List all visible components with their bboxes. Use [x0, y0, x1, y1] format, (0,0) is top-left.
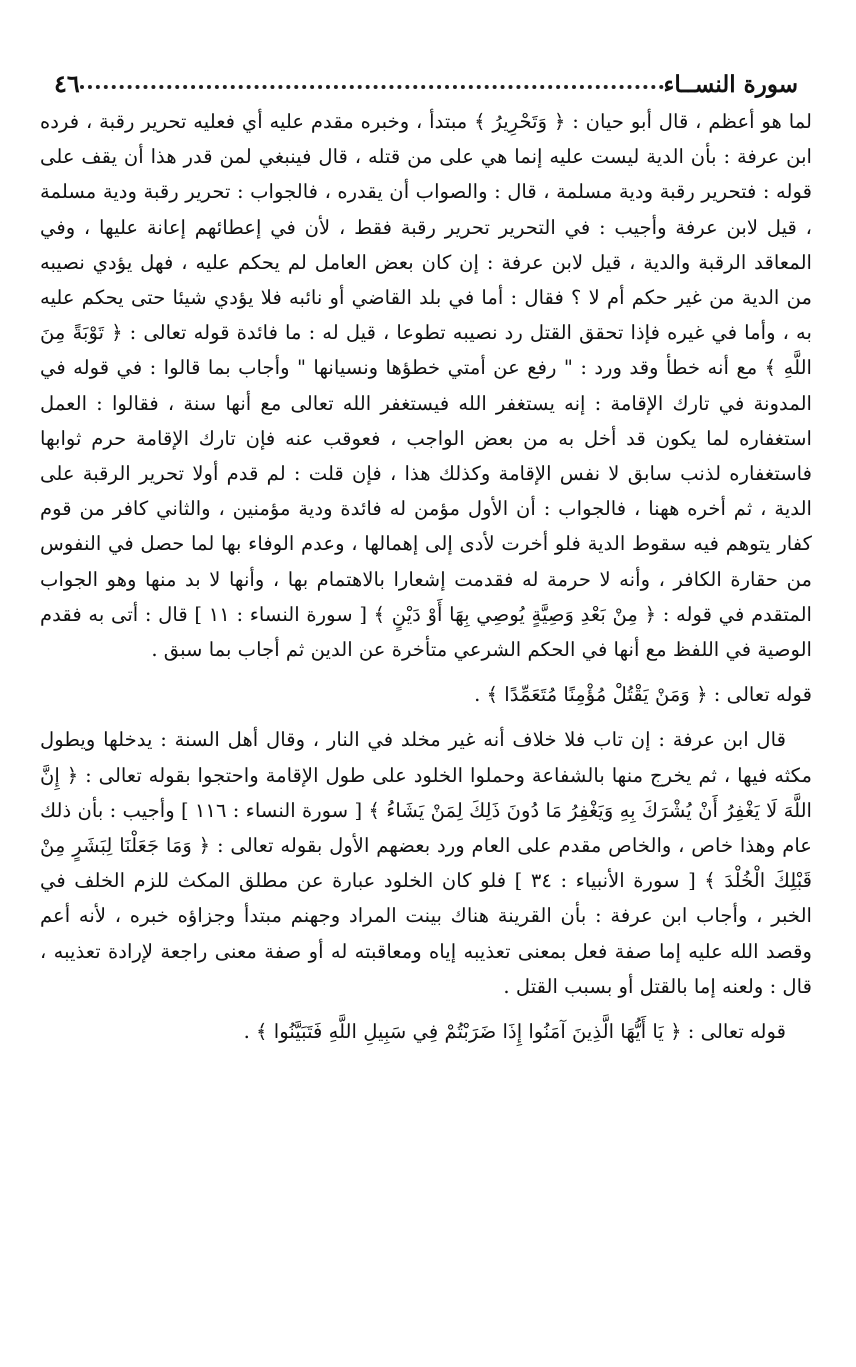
paragraph-commentary: قال ابن عرفة : إن تاب فلا خلاف أنه غير مخلد في النار ، وقال أهل السنة : يدخلها ويطول مكثه فيها ، ثم يخرج منها بالشفاعة وحملوا الخلود على طول الإقامة واحتجوا بقوله تعالى : ﴿ إِنَّ اللَّهَ لَا يَغْفِرُ أَنْ يُشْرَكَ بِهِ وَيَغْفِرُ مَا دُونَ ذَلِكَ لِمَنْ يَشَاءُ ﴾ [ سورة النساء : ١١٦ ] وأجيب : بأن ذلك عام وهذا خاص ، والخاص مقدم على العام ورد بعضهم الأول بقوله تعالى : ﴿ وَمَا جَعَلْنَا لِبَشَرٍ مِنْ قَبْلِكَ الْخُلْدَ ﴾ [ سورة الأنبياء : ٣٤ ] فلو كان الخلود عبارة عن مطلق المكث للزم الخلف في الخبر ، وأجاب ابن عرفة : بأن القرينة هناك بينت المراد وجهنم مبتدأ وجزاؤه خبره ، لأنه أعم وقصد الله عليه إما صفة فعل بمعنى تعذيبه إياه ومعاقبته له أو صفة معنى راجعة لإرادة تعذيبه ، قال : ولعنه إما بالقتل أو بسبب القتل .	[40, 728, 812, 998]
dotted-leader	[80, 85, 664, 89]
paragraph-verse-heading: قوله تعالى : ﴿ يَا أَيُّهَا الَّذِينَ آمَنُوا إِذَا ضَرَبْتُمْ فِي سَبِيلِ اللَّهِ فَتَبَيَّنُوا ﴾ .	[243, 1020, 786, 1044]
running-header	[40, 58, 812, 98]
page-number: ٤٦	[54, 69, 80, 98]
body-text	[40, 104, 812, 1049]
paragraph-verse-heading: قوله تعالى : ﴿ وَمَنْ يَقْتُلْ مُؤْمِنًا مُتَعَمِّدًا ﴾ .	[474, 683, 812, 707]
paragraph-commentary: لما هو أعظم ، قال أبو حيان : ﴿ وَتَحْرِيرُ ﴾ مبتدأ ، وخبره مقدم عليه أي فعليه تحرير رقبة ، فرده ابن عرفة : بأن الدية ليست عليه إنما هي على من قتله ، قال فينبغي لمن قدر هذا أن يقف على قوله : فتحرير رقبة ودية مسلمة ، قال : والصواب أن يقدره ، فالجواب : تحرير رقبة ودية مسلمة ، قيل لابن عرفة وأجيب : في التحرير تحرير رقبة فقط ، لأن في إعطائهم إعانة عليها ، وفي المعاقد الرقبة والدية ، قيل لابن عرفة : إن كان بعض العامل لم يحكم عليه ، فهل يؤدي نصيبه من الدية من غير حكم أم لا ؟ فقال : أما في بلد القاضي أو نائبه فلا يؤدي شيئا حتى يحكم عليه به ، وأما في غيره فإذا تحقق القتل رد نصيبه تطوعا ، قيل له : ما فائدة قوله تعالى : ﴿ تَوْبَةً مِنَ اللَّهِ ﴾ مع أنه خطأ وقد ورد : " رفع عن أمتي خطؤها ونسيانها " وأجاب بما قالوا : في قوله في المدونة في تارك الإقامة : إنه يستغفر الله فيستغفر الله تعالى مع أنها سنة ، فقالوا : العمل استغفاره لما يكون قد أخل به من بعض الواجب ، فعوقب عنه فإن تارك الإقامة حرم ثوابها فاستغفاره لذنب سابق لا نفس الإقامة وكذلك هذا ، فإن قلت : لم قدم أولا تحرير الرقبة على الدية ، ثم أخره ههنا ، فالجواب : أن الأول مؤمن له فائدة ودية مؤمنين ، والثاني كافر من قوم كفار يتوهم فيه سقوط الدية فلو أخرت لأدى إلى إهمالها ، وعدم الوفاء بها لما حصل في النفوس من حقارة الكافر ، وأنه لا حرمة له فقدمت إشعارا بالاهتمام بها ، وأنها لا بد منها وهو الجواب المتقدم في قوله : ﴿ مِنْ بَعْدِ وَصِيَّةٍ يُوصِي بِهَا أَوْ دَيْنٍ ﴾ [ سورة النساء : ١١ ] قال : أتى به فقدم الوصية في اللفظ مع أنها في الحكم الشرعي متأخرة عن الدين ثم أجاب بما سبق .	[40, 110, 812, 662]
surah-title: سورة النســاء	[663, 71, 798, 98]
